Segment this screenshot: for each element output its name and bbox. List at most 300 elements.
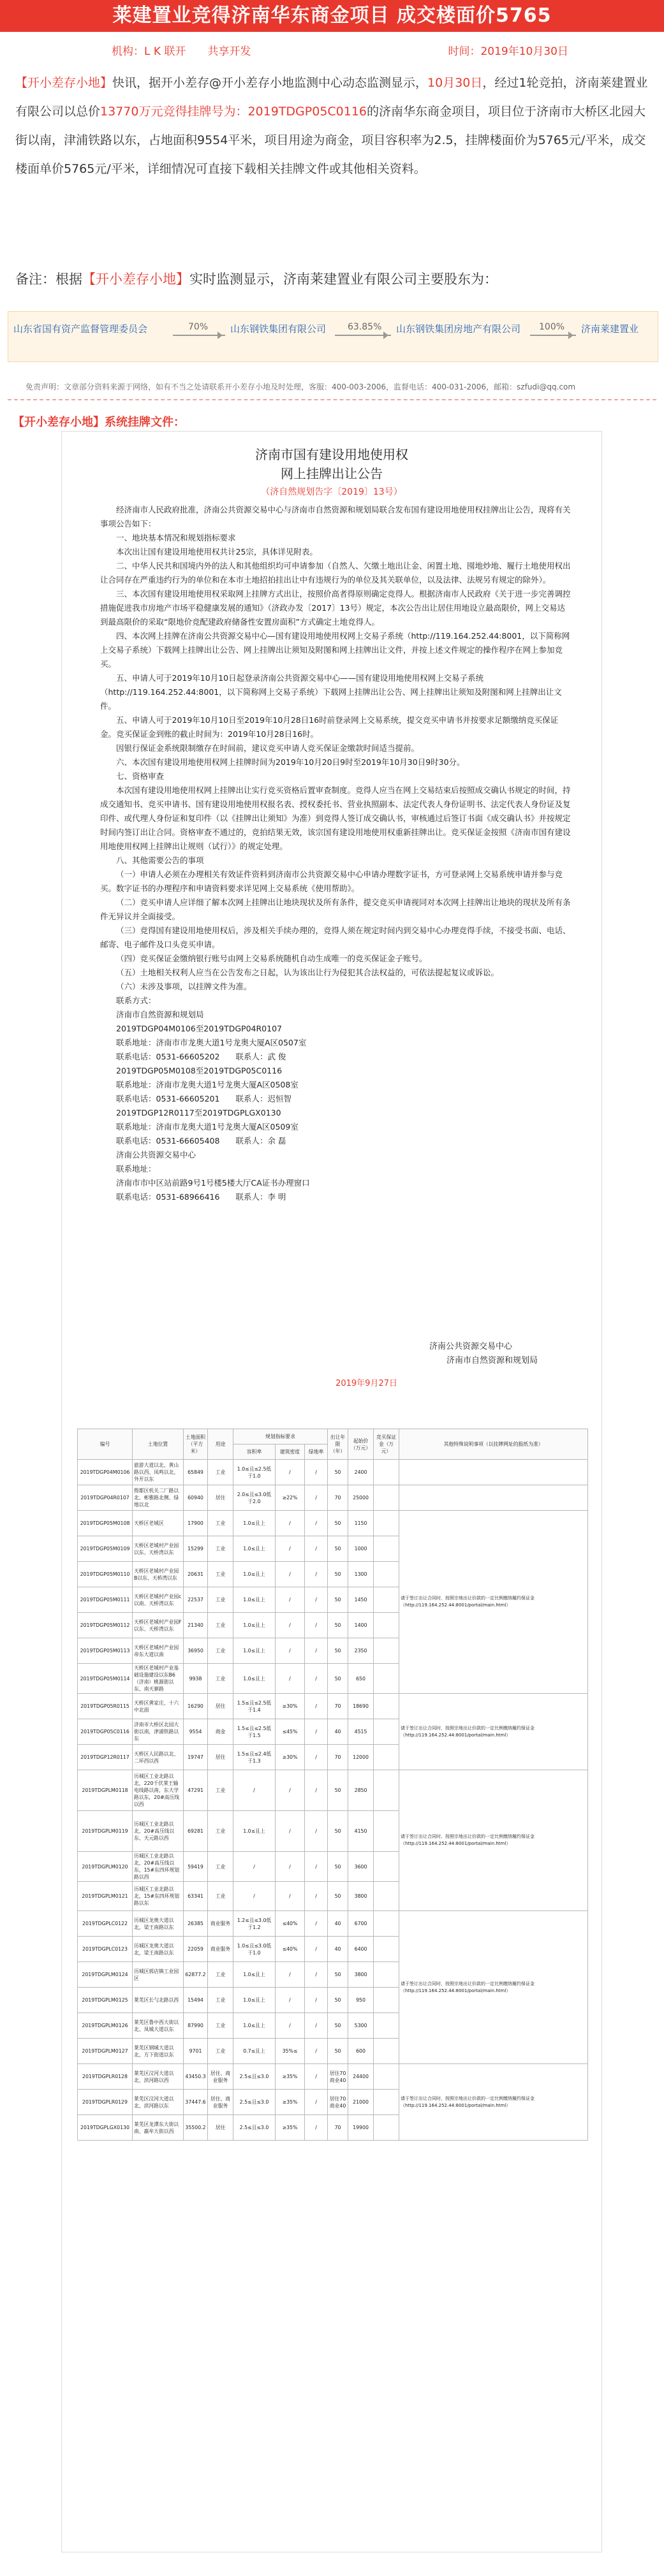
table-cell: 50 bbox=[328, 1988, 348, 2013]
table-cell: 2400 bbox=[348, 1460, 374, 1485]
announcement-paragraph: 联系地址：济南市龙奥大道1号龙奥大厦A区0509室 bbox=[116, 1122, 299, 1132]
table-cell: 3800 bbox=[348, 1962, 374, 1988]
table-cell: 工业 bbox=[208, 1460, 233, 1485]
table-cell: / bbox=[305, 2115, 328, 2141]
table-cell: 2350 bbox=[348, 1638, 374, 1664]
table-cell: 50 bbox=[328, 2039, 348, 2064]
table-cell: 居住、商业服务 bbox=[208, 2064, 233, 2090]
table-cell: 47291 bbox=[184, 1770, 208, 1811]
table-cell: 18690 bbox=[348, 1694, 374, 1719]
table-cell: ≥30% bbox=[276, 1694, 305, 1719]
table-cell: 2019TDGPLM0127 bbox=[78, 2039, 133, 2064]
table-cell: 50 bbox=[328, 1664, 348, 1694]
table-row bbox=[78, 1485, 588, 1511]
table-cell: 20631 bbox=[184, 1562, 208, 1587]
announcement-title-2: 网上挂牌出让公告 bbox=[281, 466, 383, 481]
table-cell bbox=[374, 1911, 399, 1937]
table-cell: 居住 bbox=[208, 1745, 233, 1770]
table-cell: 35%≤ bbox=[276, 2039, 305, 2064]
table-cell: 2019TDGP04R0107 bbox=[78, 1485, 133, 1511]
table-cell: / bbox=[305, 1664, 328, 1694]
announcement-document bbox=[61, 431, 602, 2552]
table-cell: / bbox=[305, 1485, 328, 1511]
table-note-cell: 请于签订出让合同时，按照宗地出让价款的一定比例缴纳履约保证金（http://119.164.252.44:8001/portal/main.html） bbox=[399, 2064, 588, 2141]
table-cell: 工业 bbox=[208, 1536, 233, 1562]
announcement-paragraph: 2019TDGP04M0106至2019TDGP04R0107 bbox=[116, 1024, 282, 1033]
table-note-cell: 请于签订出让合同时，按照宗地出让价款的一定比例缴纳履约保证金（http://119.164.252.44:8001/portal/main.html） bbox=[399, 1911, 588, 2064]
table-cell: 天桥区老城区 bbox=[133, 1511, 184, 1536]
table-cell: 9701 bbox=[184, 2039, 208, 2064]
intro-text-3: 的济南华东商金项目，项目位于济南市大桥区北园大街以南，津浦铁路以东，占地面积9554平米，项目用途为商金，项目容积率为2.5，挂牌楼面价为5765元/平米，成交楼面单价5765元/平米，详细情况可直接下载相关挂牌文件或其他相关资料。 bbox=[15, 105, 646, 176]
table-cell: ≤40% bbox=[276, 1937, 305, 1962]
table-cell: ≤45% bbox=[276, 1719, 305, 1745]
table-cell: / bbox=[305, 1745, 328, 1770]
shareholder-note bbox=[0, 266, 664, 292]
table-cell: 旅游大道以北、黄山路以西、凤鸣以北、外开以东 bbox=[133, 1460, 184, 1485]
table-cell: 2019TDGPLM0121 bbox=[78, 1882, 133, 1911]
table-cell: 2019TDGP05C0116 bbox=[78, 1719, 133, 1745]
table-cell: 2019TDGP05M0110 bbox=[78, 1562, 133, 1587]
table-cell: 1.0≤且上 bbox=[233, 1613, 276, 1638]
table-cell: / bbox=[305, 1638, 328, 1664]
table-cell: / bbox=[233, 1852, 276, 1882]
table-cell: 工业 bbox=[208, 2013, 233, 2039]
table-cell: 2019TDGPLM0125 bbox=[78, 1988, 133, 2013]
table-cell: 1.0≤且上 bbox=[233, 1664, 276, 1694]
table-cell: 莱芜区汶河大道以北、滨河路以东 bbox=[133, 2090, 184, 2115]
table-cell bbox=[374, 1770, 399, 1811]
announcement-paragraph: （一）申请人必须在办理相关有效证件资料到济南市公共资源交易中心申请办理数字证书，方可登录网上交易系统申请并参与竞买。数字证书的办理程序和申请资料要求详见网上交易系统《使用帮助》。 bbox=[100, 870, 563, 893]
table-cell: 2019TDGP05M0113 bbox=[78, 1638, 133, 1664]
announcement-paragraph: 一、地块基本情况和规划指标要求 bbox=[116, 533, 236, 542]
table-row bbox=[78, 1694, 588, 1719]
table-cell: 2019TDGPLGX0130 bbox=[78, 2115, 133, 2141]
section-title: 【开小差存小地】系统挂牌文件： bbox=[13, 416, 185, 429]
announcement-paragraph: 七、资格审查 bbox=[116, 771, 165, 781]
table-cell: 15494 bbox=[184, 1988, 208, 2013]
announcement-paragraph: 三、本次国有建设用地使用权采取网上挂牌方式出让，按照价高者得原则确定竞得人。根据济南市人民政府《关于进一步完善调控措施促进我市房地产市场平稳健康发展的通知》（济政办发〔2017〕13号）规定，本次公告出让居住用地设立最高限价，网上交易达到最高限价的采取“限地价竞配建政府储备性安置房面积”方式确定土地竞得人。 bbox=[100, 589, 571, 627]
divider bbox=[8, 399, 656, 400]
table-cell: 1450 bbox=[348, 1587, 374, 1613]
table-cell: 9938 bbox=[184, 1664, 208, 1694]
table-row bbox=[78, 2064, 588, 2090]
chain-node-4[interactable]: 济南莱建置业 bbox=[581, 323, 639, 335]
table-cell: / bbox=[305, 2013, 328, 2039]
table-cell bbox=[374, 1719, 399, 1745]
chain-arrow-1 bbox=[173, 335, 225, 336]
table-cell: 商业服务 bbox=[208, 1911, 233, 1937]
table-cell: 工业 bbox=[208, 1988, 233, 2013]
table-cell: 1.0≤且上 bbox=[233, 1536, 276, 1562]
table-cell bbox=[374, 1562, 399, 1587]
chain-node-2[interactable]: 山东钢铁集团有限公司 bbox=[230, 323, 327, 335]
table-row bbox=[78, 1770, 588, 1811]
chain-pct-1: 70% bbox=[188, 322, 209, 332]
table-cell: 36950 bbox=[184, 1638, 208, 1664]
table-cell: 50 bbox=[328, 1460, 348, 1485]
table-cell: 50 bbox=[328, 1587, 348, 1613]
table-cell: 40 bbox=[328, 1937, 348, 1962]
table-cell: 22537 bbox=[184, 1587, 208, 1613]
announcement-title-1: 济南市国有建设用地使用权 bbox=[255, 447, 408, 462]
table-cell: 69281 bbox=[184, 1811, 208, 1852]
announcement-paragraph: 联系地址： bbox=[116, 1164, 156, 1174]
table-cell: 1.0≤且上 bbox=[233, 1988, 276, 2013]
table-cell: 2.5≤且≤3.0 bbox=[233, 2115, 276, 2141]
disclaimer: 免责声明：文章部分资料来源于网络，如有不当之处请联系开小差存小地及时处理，客服：400-003-2006，监督电话：400-031-2006，邮箱：szfudi@qq.com bbox=[26, 382, 576, 391]
table-cell: 2019TDGPLM0118 bbox=[78, 1770, 133, 1811]
table-cell: / bbox=[305, 2039, 328, 2064]
th-planning: 规划指标要求 bbox=[233, 1429, 328, 1444]
table-cell: 70 bbox=[328, 1694, 348, 1719]
table-cell: 1.0≤且上 bbox=[233, 1638, 276, 1664]
table-cell: / bbox=[305, 1587, 328, 1613]
table-cell: 2019TDGPLR0128 bbox=[78, 2064, 133, 2090]
table-cell bbox=[374, 2039, 399, 2064]
article-time: 时间：2019年10月30日 bbox=[448, 45, 568, 58]
table-cell: 22059 bbox=[184, 1937, 208, 1962]
signer-2: 济南市自然资源和规划局 bbox=[446, 1356, 538, 1365]
table-cell: 16290 bbox=[184, 1694, 208, 1719]
table-note-cell bbox=[399, 1460, 588, 1485]
table-cell: 1300 bbox=[348, 1562, 374, 1587]
table-cell: / bbox=[305, 1694, 328, 1719]
table-cell: 2019TDGP12R0117 bbox=[78, 1745, 133, 1770]
chain-node-3[interactable]: 山东钢铁集团房地产有限公司 bbox=[396, 323, 521, 335]
table-row bbox=[78, 1460, 588, 1485]
article-title: 莱建置业竞得济南华东商金项目 成交楼面价5765 bbox=[0, 0, 664, 32]
table-cell: / bbox=[305, 2090, 328, 2115]
table-cell: 59419 bbox=[184, 1852, 208, 1882]
table-cell: 工业 bbox=[208, 1852, 233, 1882]
table-note-cell: 请于签订出让合同时，按照宗地出让价款的一定比例缴纳履约保证金（http://119.164.252.44:8001/portal/main.html） bbox=[399, 1694, 588, 1770]
th-notes: 其他特殊说明事项（以挂牌网址的报纸为准） bbox=[399, 1429, 588, 1460]
table-cell bbox=[374, 1937, 399, 1962]
table-cell: 天桥区老城村产业园F以东、天桥湾以东 bbox=[133, 1613, 184, 1638]
table-cell bbox=[374, 1485, 399, 1511]
table-cell bbox=[374, 1511, 399, 1536]
announcement-paragraph: 联系电话：0531-66605202 联系人：武 俊 bbox=[116, 1052, 286, 1061]
table-cell: ≥35% bbox=[276, 2064, 305, 2090]
table-cell: / bbox=[276, 1852, 305, 1882]
table-cell: 历城区龙奥大道以北，梁王南路以东 bbox=[133, 1911, 184, 1937]
table-cell: 24400 bbox=[348, 2064, 374, 2090]
intro-paragraph bbox=[0, 69, 664, 184]
table-cell: 1.0≤且上 bbox=[233, 1511, 276, 1536]
th-green: 绿地率 bbox=[305, 1444, 328, 1460]
table-cell: 1400 bbox=[348, 1613, 374, 1638]
table-cell bbox=[374, 2064, 399, 2090]
table-cell: / bbox=[276, 1770, 305, 1811]
parcel-table-wrapper bbox=[77, 1429, 587, 2141]
table-cell bbox=[374, 2115, 399, 2141]
table-cell: 63341 bbox=[184, 1882, 208, 1911]
announcement-paragraph: 济南公共资源交易中心 bbox=[116, 1150, 196, 1160]
table-cell: 2019TDGPLC0122 bbox=[78, 1911, 133, 1937]
table-cell: / bbox=[305, 1770, 328, 1811]
table-cell bbox=[374, 1638, 399, 1664]
table-cell: 工业 bbox=[208, 1587, 233, 1613]
table-cell: ≥30% bbox=[276, 1745, 305, 1770]
announcement-paragraph: 经济南市人民政府批准，济南公共资源交易中心与济南市自然资源和规划局联合发布国有建设用地使用权挂牌出让公告，现将有关事项公告如下： bbox=[100, 505, 571, 528]
table-cell: 70 bbox=[328, 1485, 348, 1511]
table-cell: 2019TDGPLM0124 bbox=[78, 1962, 133, 1988]
table-cell: 12000 bbox=[348, 1745, 374, 1770]
table-cell: 40 bbox=[328, 1911, 348, 1937]
th-area: 土地面积（平方米） bbox=[184, 1429, 208, 1460]
chain-arrow-2 bbox=[335, 335, 391, 336]
table-cell: 工业 bbox=[208, 1770, 233, 1811]
table-cell: 2019TDGPLM0119 bbox=[78, 1811, 133, 1852]
table-cell: / bbox=[305, 1852, 328, 1882]
table-row bbox=[78, 1511, 588, 1536]
table-cell bbox=[374, 1882, 399, 1911]
intro-price: 13770万元竞得挂牌号为：2019TDGP05C0116 bbox=[100, 105, 367, 119]
table-note-cell: 请于签订出让合同时，按照宗地出让价款的一定比例缴纳履约保证金（http://119.164.252.44:8001/portal/main.html） bbox=[399, 1511, 588, 1694]
table-cell: 居住、商业服务 bbox=[208, 2090, 233, 2115]
table-cell: / bbox=[305, 1536, 328, 1562]
sign-date: 2019年9月27日 bbox=[336, 1379, 397, 1388]
table-cell: 1.0≤且上 bbox=[233, 1811, 276, 1852]
table-cell: 济南市大桥区北园大街以南，津浦铁路以东 bbox=[133, 1719, 184, 1745]
announcement-paragraph: （四）竞买保证金缴纳银行账号由网上交易系统随机自动生成唯一的竞买保证金子账号。 bbox=[116, 954, 427, 963]
chain-arrow-3 bbox=[530, 335, 576, 336]
table-cell: 4150 bbox=[348, 1811, 374, 1852]
table-cell: 2850 bbox=[348, 1770, 374, 1811]
table-cell: 1.0≤且上 bbox=[233, 1587, 276, 1613]
announcement-body bbox=[100, 503, 572, 1204]
table-cell: 17900 bbox=[184, 1511, 208, 1536]
table-cell: 工业 bbox=[208, 1962, 233, 1988]
table-cell: 5300 bbox=[348, 2013, 374, 2039]
table-cell: 历城区龙奥大道以北，梁王南路以东 bbox=[133, 1937, 184, 1962]
table-cell: 60940 bbox=[184, 1485, 208, 1511]
announcement-paragraph: 八、其他需要公告的事项 bbox=[116, 855, 204, 865]
table-cell: 殷都区机关二厂路以北、彬雅路北侧、绿地以北 bbox=[133, 1485, 184, 1511]
table-cell bbox=[374, 1852, 399, 1882]
intro-date: 10月30日 bbox=[427, 76, 483, 90]
table-cell: 商业服务 bbox=[208, 1937, 233, 1962]
th-location: 土地位置 bbox=[133, 1429, 184, 1460]
table-cell: 天桥区老城村产业园帝东大道以南 bbox=[133, 1638, 184, 1664]
table-cell: 26385 bbox=[184, 1911, 208, 1937]
article-meta bbox=[0, 42, 664, 58]
table-cell: 6700 bbox=[348, 1911, 374, 1937]
table-cell bbox=[374, 1694, 399, 1719]
table-cell: / bbox=[276, 1562, 305, 1587]
table-cell: 50 bbox=[328, 1882, 348, 1911]
table-cell: / bbox=[305, 1719, 328, 1745]
table-cell: / bbox=[305, 1937, 328, 1962]
table-cell: / bbox=[233, 1770, 276, 1811]
table-cell: 50 bbox=[328, 1770, 348, 1811]
table-cell: 40 bbox=[328, 1719, 348, 1745]
table-cell: 2019TDGP05M0111 bbox=[78, 1587, 133, 1613]
announcement-paragraph: 二、中华人民共和国境内外的法人和其他组织均可申请参加（自然人、欠缴土地出让金、闲置土地、囤地炒地、履行土地使用权出让合同存在严重违约行为的单位和在本市土地招拍挂出让中有违规行为的单位及其关联单位，以及法律、法规另有规定的除外）。 bbox=[100, 561, 571, 585]
table-cell: 50 bbox=[328, 1852, 348, 1882]
table-cell: 莱芜区龙潭东大街以南、嬴牟大街以西 bbox=[133, 2115, 184, 2141]
table-cell: 4515 bbox=[348, 1719, 374, 1745]
article-source: 机构：L K 联开 共享开发 bbox=[112, 45, 251, 58]
table-cell: 天桥区老城村产业园c以南、天桥湾以东 bbox=[133, 1587, 184, 1613]
announcement-paragraph: 五、申请人可于2019年10月10日至2019年10月28日16时前登录网上交易系统，提交竞买申请书并按要求足额缴纳竞买保证金。竞买保证金到账的截止时间为：2019年10月28日16时。 bbox=[100, 715, 559, 739]
table-cell bbox=[374, 1587, 399, 1613]
table-cell: 2019TDGP05M0112 bbox=[78, 1613, 133, 1638]
table-cell: 15299 bbox=[184, 1536, 208, 1562]
table-cell: / bbox=[305, 1988, 328, 2013]
table-cell: 9554 bbox=[184, 1719, 208, 1745]
table-cell: 50 bbox=[328, 1536, 348, 1562]
table-cell: / bbox=[305, 1811, 328, 1852]
table-cell: 历城区郭店镇工业园区 bbox=[133, 1962, 184, 1988]
announcement-paragraph: 六、本次国有建设用地使用权网上挂牌时间为2019年10月20日9时至2019年10月30日9时30分。 bbox=[116, 757, 465, 767]
table-cell: / bbox=[305, 2064, 328, 2090]
table-cell: 2019TDGP05M0114 bbox=[78, 1664, 133, 1694]
th-far: 容积率 bbox=[233, 1444, 276, 1460]
table-cell: 2.0≤且≤3.0低于2.0 bbox=[233, 1485, 276, 1511]
table-cell: 1.2≤且≤3.0低于1.2 bbox=[233, 1911, 276, 1937]
table-cell: 2019TDGPLM0120 bbox=[78, 1852, 133, 1882]
table-cell bbox=[374, 2013, 399, 2039]
table-cell: 6400 bbox=[348, 1937, 374, 1962]
table-cell: / bbox=[305, 1911, 328, 1937]
table-cell: 居住70 商业40 bbox=[328, 2064, 348, 2090]
table-cell: 1.0≤且上 bbox=[233, 1962, 276, 1988]
th-years: 出让年限（年） bbox=[328, 1429, 348, 1460]
table-cell bbox=[374, 1613, 399, 1638]
table-cell: 历城区工业北路以北，15#东四环规划路以东 bbox=[133, 1882, 184, 1911]
note-text: 实时监测显示，济南莱建置业有限公司主要股东为： bbox=[189, 272, 498, 287]
table-cell: / bbox=[305, 1882, 328, 1911]
table-cell: 2019TDGPLR0129 bbox=[78, 2090, 133, 2115]
table-cell: 1.0≤且上 bbox=[233, 2013, 276, 2039]
table-cell: 天桥区黄家庄，十六中北面 bbox=[133, 1694, 184, 1719]
table-cell: 工业 bbox=[208, 1638, 233, 1664]
table-cell: 2019TDGP05M0108 bbox=[78, 1511, 133, 1536]
table-cell: / bbox=[276, 1664, 305, 1694]
th-code: 编号 bbox=[78, 1429, 133, 1460]
table-cell: 2.5≤且≤3.0 bbox=[233, 2090, 276, 2115]
table-cell: / bbox=[276, 2013, 305, 2039]
table-cell bbox=[374, 1664, 399, 1694]
table-cell: 650 bbox=[348, 1664, 374, 1694]
table-cell: 工业 bbox=[208, 1613, 233, 1638]
signer-1: 济南公共资源交易中心 bbox=[429, 1342, 512, 1351]
announcement-paragraph: 济南市自然资源和规划局 bbox=[116, 1010, 204, 1019]
announcement-paragraph: 2019TDGP05M0108至2019TDGP05C0116 bbox=[116, 1066, 283, 1075]
table-note-cell bbox=[399, 1485, 588, 1511]
table-cell: / bbox=[276, 1587, 305, 1613]
table-cell: 居住70 商业40 bbox=[328, 2090, 348, 2115]
announcement-paragraph: （五）土地相关权利人应当在公告发布之日起，认为该出让行为侵犯其合法权益的，可依法提起复议或诉讼。 bbox=[116, 968, 499, 977]
table-cell bbox=[374, 1460, 399, 1485]
table-row bbox=[78, 1911, 588, 1937]
table-cell: ≥35% bbox=[276, 2090, 305, 2115]
table-cell: 19900 bbox=[348, 2115, 374, 2141]
table-cell: 600 bbox=[348, 2039, 374, 2064]
table-cell: / bbox=[233, 1882, 276, 1911]
announcement-paragraph: （六）未涉及事项，以挂牌文件为准。 bbox=[116, 982, 252, 991]
table-cell: 25000 bbox=[348, 1485, 374, 1511]
table-cell: / bbox=[305, 1511, 328, 1536]
table-note-cell: 请于签订出让合同时，按照宗地出让价款的一定比例缴纳履约保证金（http://119.164.252.44:8001/portal/main.html） bbox=[399, 1770, 588, 1911]
table-cell bbox=[374, 2090, 399, 2115]
table-cell: 居住 bbox=[208, 1694, 233, 1719]
table-cell: 商金 bbox=[208, 1719, 233, 1745]
table-cell: 居住 bbox=[208, 1485, 233, 1511]
parcel-table bbox=[77, 1429, 588, 2141]
table-cell: 50 bbox=[328, 1511, 348, 1536]
th-use: 用途 bbox=[208, 1429, 233, 1460]
announcement-paragraph: 四、本次网上挂牌在济南公共资源交易中心—国有建设用地使用权网上交易子系统（http://119.164.252.44:8001，以下简称网上交易子系统）下载网上挂牌出让公告、网上挂牌出让须知及附图和网上挂牌出让文件，并按上述文件规定的操作程序在网上参加竞买。 bbox=[100, 631, 570, 669]
th-start-price: 起始价（万元） bbox=[348, 1429, 374, 1460]
table-cell: 1.0≤且≤3.0低于1.0 bbox=[233, 1937, 276, 1962]
table-cell: / bbox=[305, 1613, 328, 1638]
announcement-paragraph: 五、申请人可于2019年10月10日起登录济南公共资源交易中心——国有建设用地使用权网上交易子系统（http://119.164.252.44:8001，以下简称网上交易子系统）下载网上挂牌出让公告、网上挂牌出让须知及附图和网上挂牌出让文件。 bbox=[100, 673, 562, 711]
th-deposit: 竞买保证金（万元） bbox=[374, 1429, 399, 1460]
table-cell: 1.5≤且≤2.4低于1.3 bbox=[233, 1745, 276, 1770]
table-cell: 天桥区老城村产业基础设施建设以东B6（济南）桃源街以东、南天寨路 bbox=[133, 1664, 184, 1694]
table-cell: / bbox=[276, 1988, 305, 2013]
table-cell: 工业 bbox=[208, 2039, 233, 2064]
table-cell: 62877.2 bbox=[184, 1962, 208, 1988]
chain-node-1[interactable]: 山东省国有资产监督管理委员会 bbox=[13, 323, 148, 335]
shareholder-chain bbox=[8, 311, 658, 362]
table-cell bbox=[374, 1988, 399, 2013]
table-cell: ≥35% bbox=[276, 2115, 305, 2141]
table-cell: 天桥区老城村产业园B以东、天桥湾以东 bbox=[133, 1562, 184, 1587]
table-cell: 莱芜区钢城大道以北、方下街道以东 bbox=[133, 2039, 184, 2064]
note-tag: 【开小差存小地】 bbox=[82, 272, 189, 287]
table-cell: 87990 bbox=[184, 2013, 208, 2039]
th-density: 建筑密度 bbox=[276, 1444, 305, 1460]
table-cell bbox=[374, 1536, 399, 1562]
table-cell: 3600 bbox=[348, 1852, 374, 1882]
table-cell: / bbox=[276, 1460, 305, 1485]
table-cell: 50 bbox=[328, 1962, 348, 1988]
table-cell: 21340 bbox=[184, 1613, 208, 1638]
table-cell bbox=[374, 1962, 399, 1988]
table-cell: 2019TDGP04M0106 bbox=[78, 1460, 133, 1485]
table-cell: / bbox=[276, 1613, 305, 1638]
table-cell: 1150 bbox=[348, 1511, 374, 1536]
note-prefix: 备注：根据 bbox=[15, 272, 82, 287]
announcement-paragraph: 联系地址：济南市市龙奥大道1号龙奥大厦A区0507室 bbox=[116, 1038, 307, 1047]
table-cell: / bbox=[305, 1460, 328, 1485]
table-cell: 19747 bbox=[184, 1745, 208, 1770]
table-cell: 3800 bbox=[348, 1882, 374, 1911]
table-cell: 工业 bbox=[208, 1811, 233, 1852]
table-cell: 2019TDGPLC0123 bbox=[78, 1937, 133, 1962]
table-cell: 天桥区老城村产业园以东、天桥湾以东 bbox=[133, 1536, 184, 1562]
announcement-paragraph: （二）竞买申请人应详细了解本次网上挂牌出让地块现状及所有条件，提交竞买申请视同对本次网上挂牌出让地块的现状及所有条件无异议并全面接受。 bbox=[100, 898, 571, 921]
table-cell: / bbox=[305, 1562, 328, 1587]
table-cell: 1.5≤且≤2.5低于1.5 bbox=[233, 1719, 276, 1745]
table-cell: 工业 bbox=[208, 1511, 233, 1536]
table-cell: 1000 bbox=[348, 1536, 374, 1562]
table-cell: 50 bbox=[328, 1613, 348, 1638]
announcement-paragraph: 本次出让国有建设用地使用权共计25宗，具体详见附表。 bbox=[116, 547, 318, 557]
table-cell: 2019TDGPLM0126 bbox=[78, 2013, 133, 2039]
table-cell: 天桥区人民路以北、二环西以西 bbox=[133, 1745, 184, 1770]
table-cell: 历城区工业北路以北，20#高压线以东，15#东四环规划路以西 bbox=[133, 1852, 184, 1882]
table-cell: 50 bbox=[328, 1811, 348, 1852]
announcement-paragraph: （三）竞得国有建设用地使用权后，涉及相关手续办理的，竞得人须在规定时间内到交易中心办理竞得手续，不接受书面、电话、邮寄、电子邮件及口头竞买申请。 bbox=[100, 926, 571, 949]
table-cell: 0.7≤且上 bbox=[233, 2039, 276, 2064]
table-cell: 50 bbox=[328, 1562, 348, 1587]
table-cell: 2019TDGP05M0109 bbox=[78, 1536, 133, 1562]
table-cell: 70 bbox=[328, 1745, 348, 1770]
